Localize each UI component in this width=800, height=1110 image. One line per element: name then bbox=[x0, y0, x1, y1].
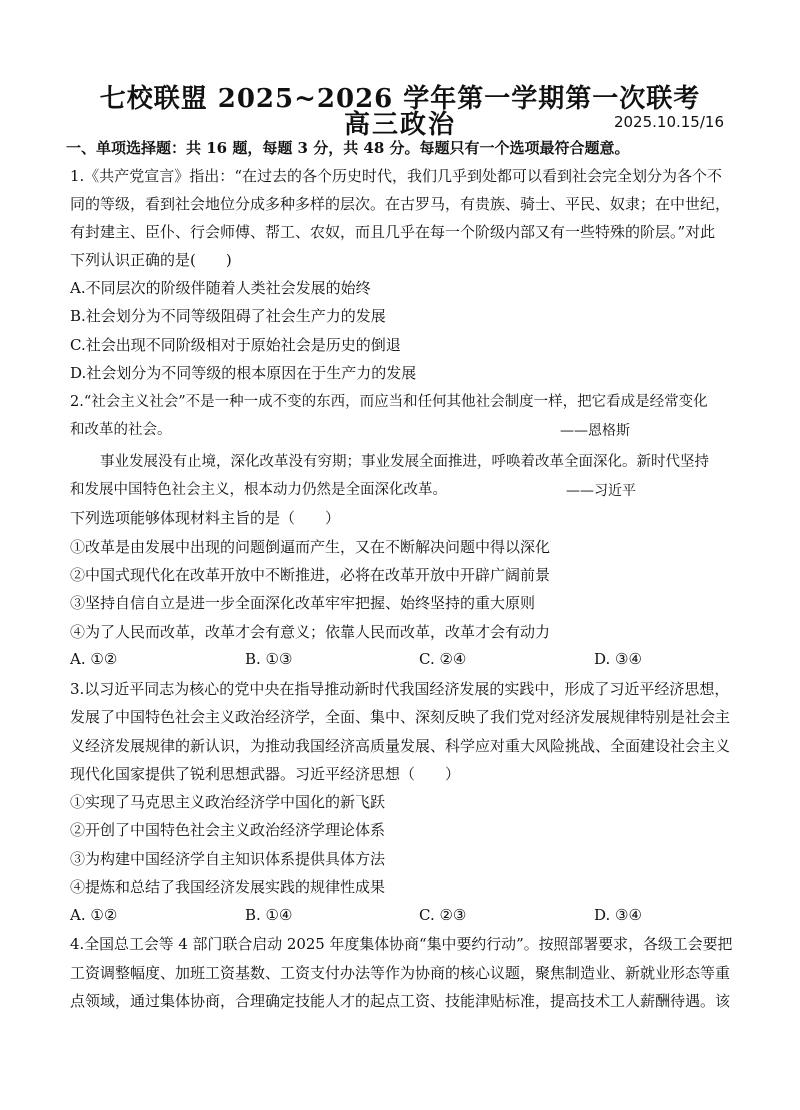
q2-quote-line-3: 事业发展没有止境，深化改革没有穷期；事业发展全面推进，呼唤着改革全面深化。新时代坚持 bbox=[100, 454, 709, 470]
exam-title: 七校联盟 2025~2026 学年第一学期第一次联考 bbox=[99, 84, 701, 114]
q2-quote-line-2: 和改革的社会。 bbox=[70, 422, 172, 438]
q2-choice-d: D. ③④ bbox=[594, 650, 642, 668]
q2-prompt: 下列选项能够体现材料主旨的是（ ） bbox=[70, 509, 341, 527]
q3-item-2: ②开创了中国特色社会主义政治经济学理论体系 bbox=[70, 821, 386, 839]
q3-choice-d: D. ③④ bbox=[594, 906, 642, 924]
q1-option-c: C.社会出现不同阶级相对于原始社会是历史的倒退 bbox=[70, 336, 401, 354]
q2-item-2: ②中国式现代化在改革开放中不断推进，必将在改革开放中开辟广阔前景 bbox=[70, 566, 551, 584]
q2-item-1: ①改革是由发展中出现的问题倒逼而产生，又在不断解决问题中得以深化 bbox=[70, 538, 551, 556]
q3-stem-line-4: 现代化国家提供了锐利思想武器。习近平经济思想（ ） bbox=[70, 765, 461, 783]
q3-choice-c: C. ②③ bbox=[419, 906, 467, 924]
q1-stem-line-4: 下列认识正确的是( ) bbox=[70, 251, 232, 269]
q2-choice-b: B. ①③ bbox=[245, 650, 293, 668]
q3-item-1: ①实现了马克思主义政治经济学中国化的新飞跃 bbox=[70, 793, 386, 811]
q1-option-b: B.社会划分为不同等级阻碍了社会生产力的发展 bbox=[70, 307, 386, 325]
q2-source-engels: ——恩格斯 bbox=[560, 423, 630, 439]
q3-stem-line-1: 3.以习近平同志为核心的党中央在指导推动新时代我国经济发展的实践中，形成了习近平经济思想， bbox=[70, 680, 730, 698]
q1-stem-line-2: 同的等级，看到社会地位分成多种多样的层次。在古罗马，有贵族、骑士、平民、奴隶；在中世纪， bbox=[70, 195, 731, 213]
q2-item-4: ④为了人民而改革，改革才会有意义；依靠人民而改革，改革才会有动力 bbox=[70, 623, 551, 641]
q3-choice-a: A. ①② bbox=[70, 906, 118, 924]
q2-item-3: ③坚持自信自立是进一步全面深化改革牢牢把握、始终坚持的重大原则 bbox=[70, 594, 536, 612]
q3-item-4: ④提炼和总结了我国经济发展实践的规律性成果 bbox=[70, 878, 386, 896]
q2-source-xi: ——习近平 bbox=[566, 483, 636, 499]
q2-choice-a: A. ①② bbox=[70, 650, 118, 668]
q1-stem-line-1: 1.《共产党宣言》指出：“在过去的各个历史时代，我们几乎到处都可以看到社会完全划分为各个不 bbox=[70, 167, 722, 185]
q3-choice-b: B. ①④ bbox=[245, 906, 293, 924]
exam-date: 2025.10.15/16 bbox=[613, 113, 724, 131]
q2-quote-line-4: 和发展中国特色社会主义，根本动力仍然是全面深化改革。 bbox=[70, 482, 447, 498]
q1-stem-line-3: 有封建主、臣仆、行会师傅、帮工、农奴，而且几乎在每一个阶级内部又有一些特殊的阶层。”对此 bbox=[70, 223, 716, 241]
q4-stem-line-3: 点领域，通过集体协商，合理确定技能人才的起点工资、技能津贴标准，提高技术工人薪酬待遇。该 bbox=[70, 992, 731, 1010]
q4-stem-line-2: 工资调整幅度、加班工资基数、工资支付办法等作为协商的核心议题，聚焦制造业、新就业形态等重 bbox=[70, 964, 731, 982]
q1-option-a: A.不同层次的阶级伴随着人类社会发展的始终 bbox=[70, 279, 371, 297]
exam-subject: 高三政治 bbox=[343, 110, 456, 140]
section-heading: 一、单项选择题：共 16 题，每题 3 分，共 48 分。每题只有一个选项最符合题意。 bbox=[66, 139, 630, 157]
q2-choice-c: C. ②④ bbox=[419, 650, 467, 668]
q1-option-d: D.社会划分为不同等级的根本原因在于生产力的发展 bbox=[70, 364, 417, 382]
q3-stem-line-3: 义经济发展规律的新认识，为推动我国经济高质量发展、科学应对重大风险挑战、全面建设社会主义 bbox=[70, 737, 731, 755]
q2-quote-line-1: 2.“社会主义社会”不是一种一成不变的东西，而应当和任何其他社会制度一样，把它看成是经常变化 bbox=[70, 394, 708, 410]
q3-item-3: ③为构建中国经济学自主知识体系提供具体方法 bbox=[70, 850, 386, 868]
q4-stem-line-1: 4.全国总工会等 4 部门联合启动 2025 年度集体协商“集中要约行动”。按照部署要求，各级工会要把 bbox=[70, 935, 733, 953]
q3-stem-line-2: 发展了中国特色社会主义政治经济学，全面、集中、深刻反映了我们党对经济发展规律特别是社会主 bbox=[70, 708, 731, 726]
